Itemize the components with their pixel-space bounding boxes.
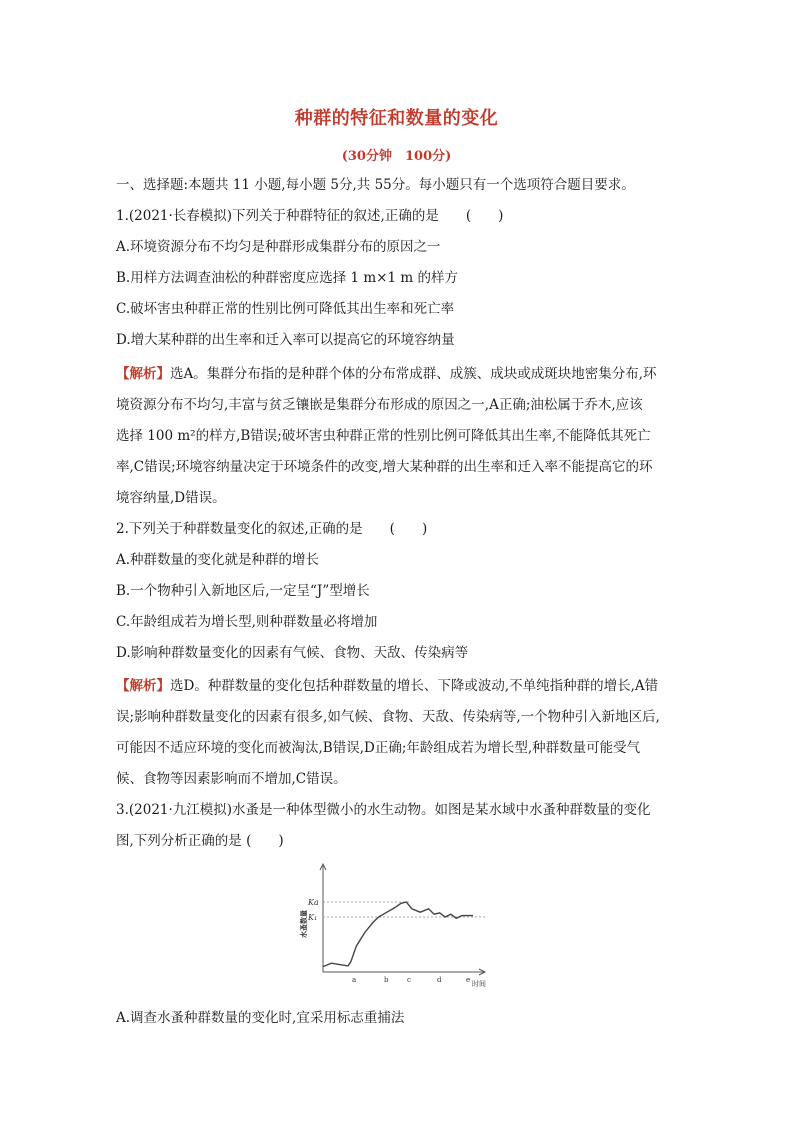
q1-option-c: C.破坏害虫种群正常的性别比例可降低其出生率和死亡率 (116, 301, 455, 317)
x-tick-c: c (407, 976, 411, 984)
x-tick-b: b (384, 976, 389, 984)
analysis-tag: 【解析】 (116, 678, 170, 694)
q3-option-a: A.调查水蚤种群数量的变化时,宜采用标志重捕法 (116, 1010, 405, 1026)
page-title: 种群的特征和数量的变化 (294, 108, 499, 129)
q2-analysis-line-4: 候、食物等因素影响而不增加,C错误。 (116, 771, 347, 787)
q2-analysis-line-3: 可能因不适应环境的变化而被淘汰,B错误,D正确;年龄组成若为增长型,种群数量可能受气 (116, 740, 641, 756)
x-tick-e: e (466, 976, 471, 984)
x-tick-a: a (352, 976, 357, 984)
x-tick-d: d (437, 976, 442, 984)
y-axis-label: 水蚤数量 (300, 910, 308, 938)
q1-analysis-line-1: 【解析】选A。集群分布指的是种群个体的分布常成群、成簇、成块或成斑块地密集分布,环 (116, 366, 657, 382)
analysis-tag: 【解析】 (116, 366, 170, 382)
q1-analysis-line-4: 率,C错误;环境容纳量决定于环境条件的改变,增大某种群的出生率和迁入率不能提高它的环 (116, 459, 653, 475)
q1-analysis-line-5: 境容纳量,D错误。 (116, 490, 226, 506)
population-chart (290, 858, 500, 988)
q2-option-b: B.一个物种引入新地区后,一定呈“J”型增长 (116, 583, 370, 599)
q2-option-c: C.年龄组成若为增长型,则种群数量必将增加 (116, 614, 378, 630)
population-curve (323, 902, 473, 967)
q2-option-d: D.影响种群数量变化的因素有气候、食物、天敌、传染病等 (116, 645, 469, 661)
q1-option-b: B.用样方法调查油松的种群密度应选择 1 m×1 m 的样方 (116, 270, 458, 286)
y-tick-k1: K₁ (308, 913, 318, 922)
q2-stem: 2.下列关于种群数量变化的叙述,正确的是 ( ) (116, 521, 428, 537)
q1-stem: 1.(2021·长春模拟)下列关于种群特征的叙述,正确的是 ( ) (116, 208, 504, 224)
x-axis-label: 时间 (472, 980, 486, 988)
q1-option-d: D.增大某种群的出生率和迁入率可以提高它的环境容纳量 (116, 332, 455, 348)
q1-analysis-line-3: 选择 100 m²的样方,B错误;破坏害虫种群正常的性别比例可降低其出生率,不能降低其死亡 (116, 428, 651, 444)
q3-stem-line-1: 3.(2021·九江模拟)水蚤是一种体型微小的水生动物。如图是某水域中水蚤种群数量的变化 (116, 802, 651, 818)
q1-analysis-line-2: 境资源分布不均匀,丰富与贫乏镶嵌是集群分布形成的原因之一,A正确;油松属于乔木,应该 (116, 397, 643, 413)
q2-analysis-line-1: 【解析】选D。种群数量的变化包括种群数量的增长、下降或波动,不单纯指种群的增长,A错 (116, 678, 659, 694)
q2-analysis-line-2: 误;影响种群数量变化的因素有很多,如气候、食物、天敌、传染病等,一个物种引入新地区后, (116, 709, 660, 725)
q1-option-a: A.环境资源分布不均匀是种群形成集群分布的原因之一 (116, 239, 441, 255)
q2-option-a: A.种群数量的变化就是种群的增长 (116, 552, 320, 568)
page-subtitle: (30分钟 100分) (341, 149, 452, 164)
section-heading: 一、选择题:本题共 11 小题,每小题 5分,共 55分。每小题只有一个选项符合题目要求。 (116, 177, 635, 193)
q3-stem-line-2: 图,下列分析正确的是 ( ) (116, 833, 284, 849)
y-tick-ka: Ka (308, 898, 319, 907)
